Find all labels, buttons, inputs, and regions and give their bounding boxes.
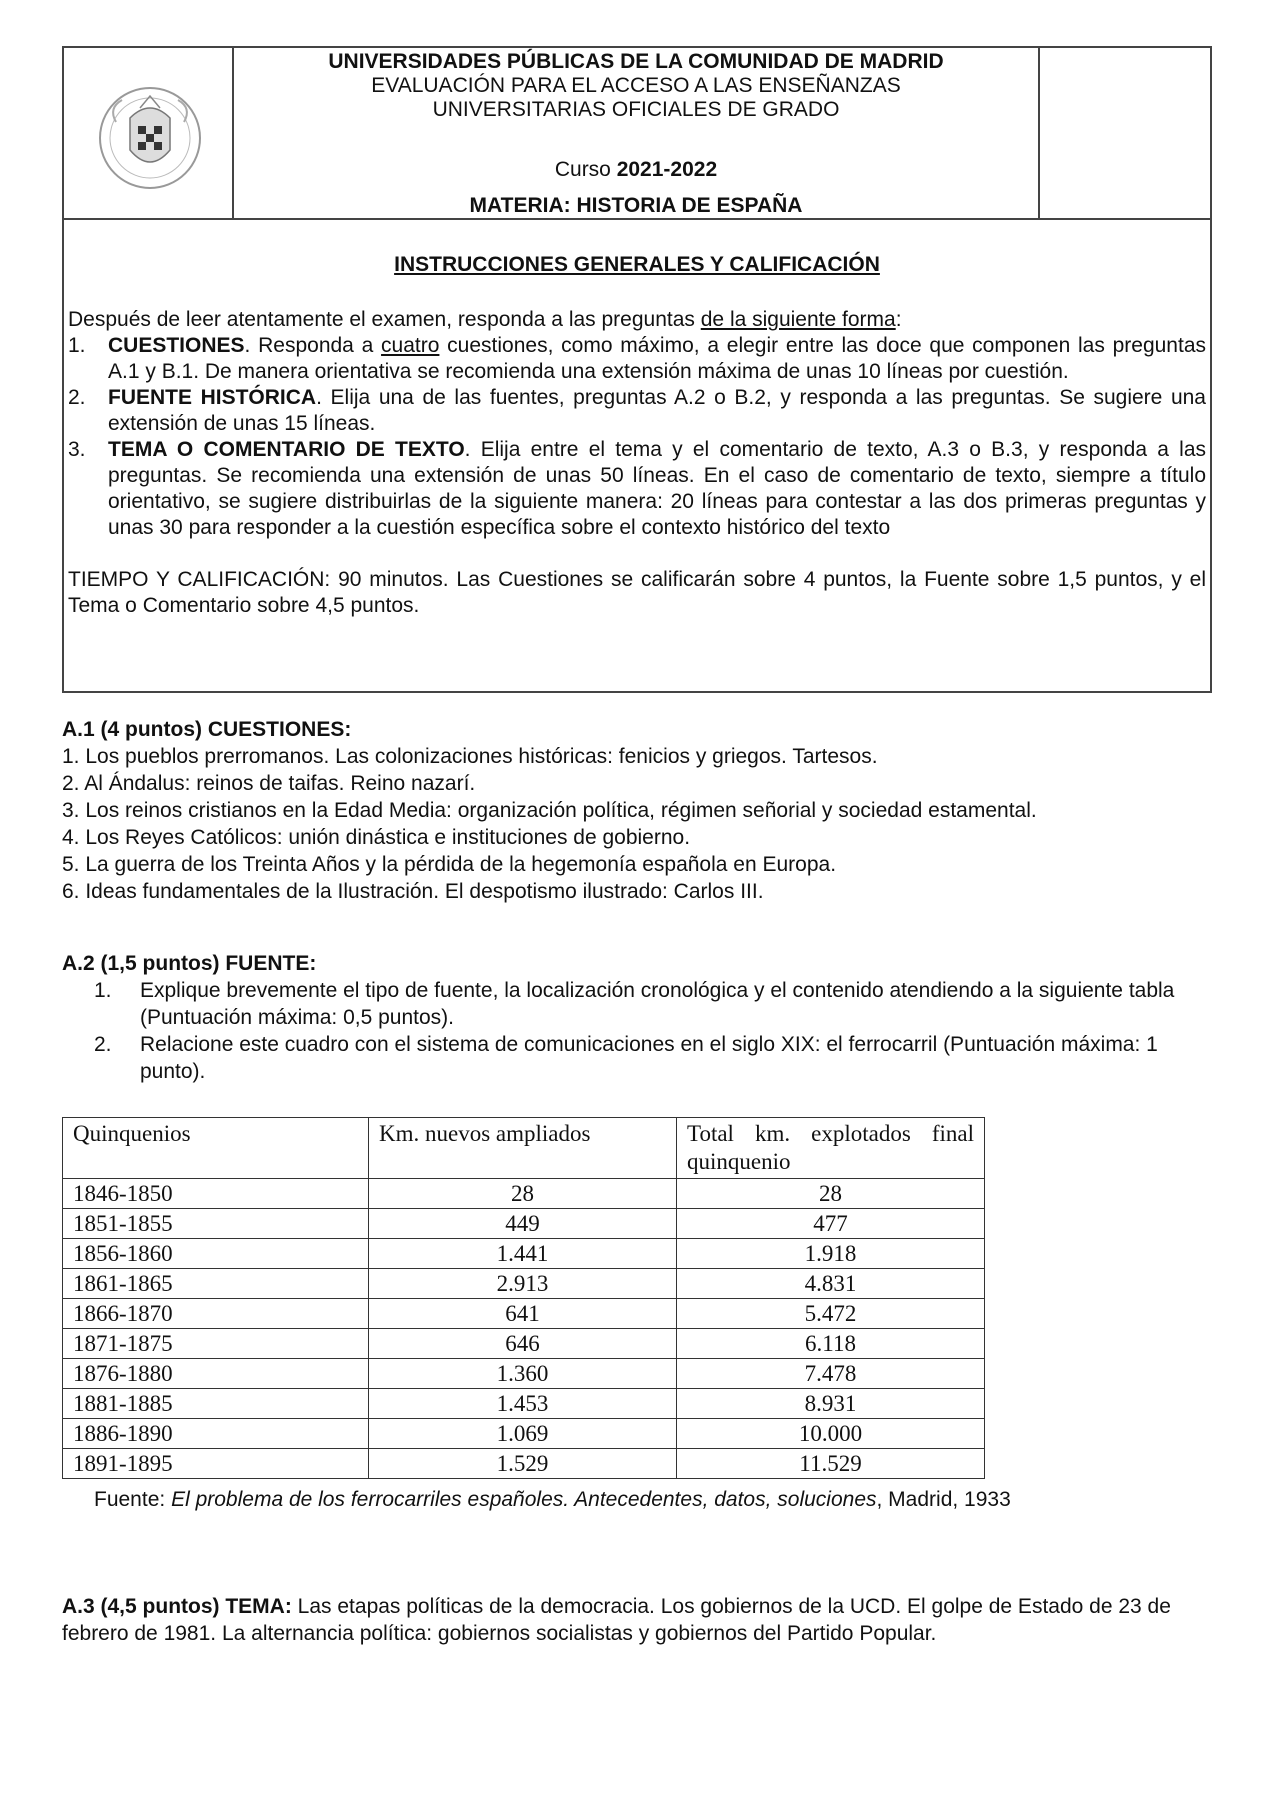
table-cell: 1886-1890: [63, 1419, 369, 1449]
header-line-3: UNIVERSITARIAS OFICIALES DE GRADO: [432, 98, 840, 121]
table-cell: 1846-1850: [63, 1179, 369, 1209]
a2-question-num: 2.: [94, 1033, 112, 1056]
table-row: [63, 1269, 985, 1299]
table-row: [63, 1329, 985, 1359]
instruction-text: . Elija una de las fuentes, preguntas A.2 o B.2, y responda a las preguntas. Se sugiere una extensión de unas 15 líneas.: [108, 386, 1206, 435]
curso-label: Curso: [554, 158, 617, 181]
instruction-num: 1.: [68, 334, 86, 357]
instructions-box: [62, 219, 1212, 693]
table-row: [63, 1449, 985, 1479]
table-header: Quinquenios: [63, 1118, 369, 1179]
table-cell: 5.472: [677, 1299, 985, 1329]
instructions-time: TIEMPO Y CALIFICACIÓN: 90 minutos. Las Cuestiones se calificarán sobre 4 puntos, la Fuente sobre 1,5 puntos, y el Tema o Comentario sobre 4,5 puntos.: [68, 568, 1206, 617]
instructions-title: INSTRUCCIONES GENERALES Y CALIFICACIÓN: [394, 253, 880, 276]
table-cell: 1891-1895: [63, 1449, 369, 1479]
table-row: [63, 1299, 985, 1329]
curso-value: 2021-2022: [616, 158, 718, 181]
instruction-text: cuestiones, como máximo, a elegir entre las doce que componen las preguntas A.1 y B.1. De manera orientativa se recomienda una extensión máxima de unas 10 líneas por cuestión.: [108, 334, 1206, 383]
table-cell: 1.360: [369, 1359, 677, 1389]
table-cell: 1.441: [369, 1239, 677, 1269]
table-cell: 1.069: [369, 1419, 677, 1449]
section-a3: [62, 1593, 1212, 1647]
table-row: [63, 1209, 985, 1239]
table-cell: 1.529: [369, 1449, 677, 1479]
section-a2: [62, 950, 1212, 977]
a1-item: 2. Al Ándalus: reinos de taifas. Reino nazarí.: [62, 772, 476, 795]
header-line-1: UNIVERSIDADES PÚBLICAS DE LA COMUNIDAD DE MADRID: [328, 50, 944, 73]
a2-title: A.2 (1,5 puntos) FUENTE:: [62, 952, 317, 975]
table-cell: 7.478: [677, 1359, 985, 1389]
instruction-num: 2.: [68, 386, 86, 409]
table-cell: 28: [369, 1179, 677, 1209]
instruction-item-3: [68, 437, 1206, 541]
a1-item: 5. La guerra de los Treinta Años y la pérdida de la hegemonía española en Europa.: [62, 853, 837, 876]
table-cell: 1.918: [677, 1239, 985, 1269]
a1-item: 1. Los pueblos prerromanos. Las colonizaciones históricas: fenicios y griegos. Tartesos.: [62, 745, 878, 768]
table-row: [63, 1419, 985, 1449]
instruction-text: . Elija entre el tema y el comentario de texto, A.3 o B.3, y responda a las preguntas. Se recomienda una extensión de unas 50 líneas. En el caso de comentario de texto, siempre a título orientativo, se sugiere distribuirlas de la siguiente manera: 20 líneas para contestar a las dos primeras preguntas y unas 30 para responder a la cuestión específica sobre el contexto histórico del texto: [108, 438, 1206, 539]
a1-item: 3. Los reinos cristianos en la Edad Media: organización política, régimen señorial y sociedad estamental.: [62, 799, 1037, 822]
table-cell: 1861-1865: [63, 1269, 369, 1299]
a1-item: 6. Ideas fundamentales de la Ilustración. El despotismo ilustrado: Carlos III.: [62, 880, 764, 903]
a2-question-num: 1.: [94, 979, 112, 1002]
source-title: El problema de los ferrocarriles españoles. Antecedentes, datos, soluciones: [171, 1488, 877, 1511]
a3-text: Las etapas políticas de la democracia. Los gobiernos de la UCD. El golpe de Estado de 23 de febrero de 1981. La alternancia política: gobiernos socialistas y gobiernos del Partido Popular.: [62, 1595, 1171, 1645]
university-seal-icon: [96, 78, 204, 198]
instructions-body: [68, 307, 1206, 619]
a3-paragraph: [62, 1593, 1212, 1647]
intro-text-b: de la siguiente forma: [700, 308, 896, 331]
table-cell: 1881-1885: [63, 1389, 369, 1419]
a2-question-2: [94, 1031, 1194, 1085]
table-cell: 6.118: [677, 1329, 985, 1359]
header-line-2: EVALUACIÓN PARA EL ACCESO A LAS ENSEÑANZAS: [371, 74, 901, 97]
table-cell: 646: [369, 1329, 677, 1359]
table-header: Km. nuevos ampliados: [369, 1118, 677, 1179]
table-row: [63, 1359, 985, 1389]
table-cell: 11.529: [677, 1449, 985, 1479]
table-cell: 1876-1880: [63, 1359, 369, 1389]
table-cell: 8.931: [677, 1389, 985, 1419]
section-a1: [62, 716, 1212, 905]
instruction-num: 3.: [68, 438, 86, 461]
railway-table: [62, 1117, 985, 1479]
table-cell: 1856-1860: [63, 1239, 369, 1269]
table-cell: 10.000: [677, 1419, 985, 1449]
instruction-underlined: cuatro: [381, 334, 440, 357]
table-cell: 28: [677, 1179, 985, 1209]
intro-text-a: Después de leer atentamente el examen, responda a las preguntas: [68, 308, 701, 331]
table-header: Total km. explotados final quinquenio: [677, 1118, 985, 1179]
a3-title: A.3 (4,5 puntos) TEMA:: [62, 1595, 292, 1618]
header-title-block: [234, 48, 1038, 218]
table-cell: 641: [369, 1299, 677, 1329]
exam-header: [62, 46, 1212, 220]
table-cell: 1871-1875: [63, 1329, 369, 1359]
instruction-head: FUENTE HISTÓRICA: [108, 386, 317, 409]
logo-cell: [64, 48, 234, 218]
table-header-row: [63, 1118, 985, 1179]
table-cell: 1851-1855: [63, 1209, 369, 1239]
instruction-item-1: [68, 333, 1206, 385]
source-label: Fuente:: [94, 1488, 172, 1511]
a2-question-1: [94, 977, 1194, 1031]
a2-question-text: Explique brevemente el tipo de fuente, la localización cronológica y el contenido atendiendo a la siguiente tabla (Puntuación máxima: 0,5 puntos).: [140, 979, 1175, 1029]
materia-line: MATERIA: HISTORIA DE ESPAÑA: [469, 194, 803, 217]
table-cell: 4.831: [677, 1269, 985, 1299]
table-row: [63, 1389, 985, 1419]
curso-line: [234, 158, 1038, 182]
table-cell: 477: [677, 1209, 985, 1239]
table-row: [63, 1239, 985, 1269]
instruction-head: TEMA O COMENTARIO DE TEXTO: [108, 438, 465, 461]
table-row: [63, 1179, 985, 1209]
a1-title: A.1 (4 puntos) CUESTIONES:: [62, 718, 352, 741]
a1-item: 4. Los Reyes Católicos: unión dinástica e instituciones de gobierno.: [62, 826, 691, 849]
instruction-head: CUESTIONES: [108, 334, 245, 357]
a2-questions: [94, 977, 1194, 1085]
source-tail: , Madrid, 1933: [876, 1488, 1011, 1511]
a2-question-text: Relacione este cuadro con el sistema de comunicaciones en el siglo XIX: el ferrocarril (Puntuación máxima: 1 punto).: [140, 1033, 1158, 1083]
table-cell: 1866-1870: [63, 1299, 369, 1329]
intro-text-c: :: [895, 308, 902, 331]
table-cell: 1.453: [369, 1389, 677, 1419]
instruction-item-2: [68, 385, 1206, 437]
table-cell: 449: [369, 1209, 677, 1239]
table-source: [94, 1488, 1011, 1512]
instruction-text: . Responda a: [244, 334, 382, 357]
instructions-intro: [68, 307, 1206, 333]
header-right-cell: [1038, 48, 1210, 218]
table-cell: 2.913: [369, 1269, 677, 1299]
